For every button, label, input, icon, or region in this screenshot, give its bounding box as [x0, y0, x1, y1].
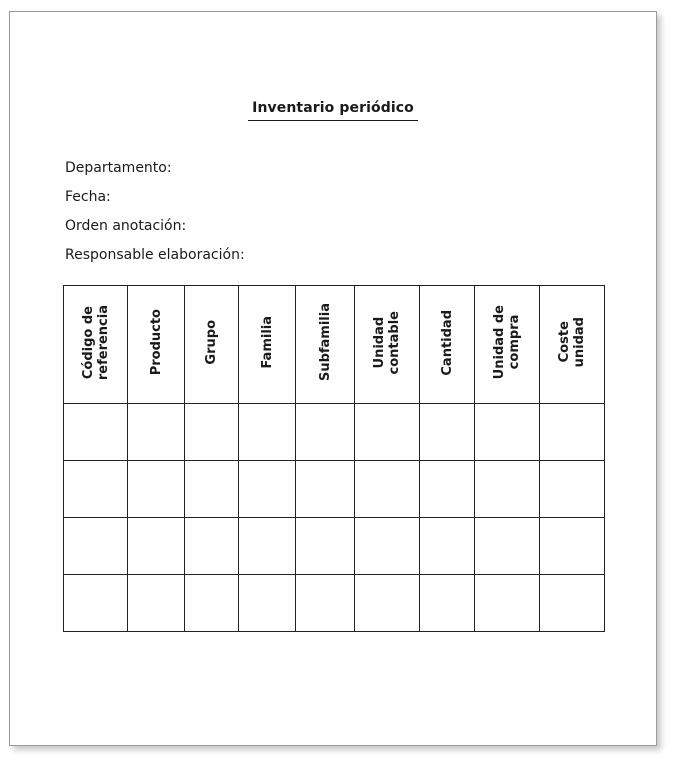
- header-label: Familia: [259, 316, 275, 369]
- table-cell: [239, 461, 296, 518]
- table-cell: [128, 518, 185, 575]
- form-fields: [65, 158, 245, 274]
- inventory-table: [63, 285, 605, 632]
- header-cantidad: [420, 286, 475, 404]
- table-cell: [296, 461, 355, 518]
- table-cell: [355, 461, 420, 518]
- table-cell: [420, 518, 475, 575]
- field-orden-anotacion: Orden anotación:: [65, 218, 187, 234]
- title-container: [10, 97, 656, 121]
- header-producto: [128, 286, 185, 404]
- table-cell: [296, 518, 355, 575]
- table-row: [64, 518, 605, 575]
- header-label: Cantidad: [439, 309, 455, 376]
- table-cell: [355, 518, 420, 575]
- table-row: [64, 461, 605, 518]
- header-familia: [239, 286, 296, 404]
- document-page: [9, 11, 657, 746]
- table-cell: [540, 518, 605, 575]
- field-fecha: Fecha:: [65, 189, 111, 205]
- table-row: [64, 404, 605, 461]
- table-cell: [64, 404, 128, 461]
- header-label: Producto: [148, 309, 164, 376]
- header-coste-unidad: [540, 286, 605, 404]
- table-cell: [185, 575, 239, 632]
- document-title: Inventario periódico: [248, 100, 418, 121]
- table-cell: [420, 461, 475, 518]
- table-cell: [540, 404, 605, 461]
- table-cell: [239, 575, 296, 632]
- header-label: Código de referencia: [80, 304, 111, 381]
- header-label: Unidad contable: [372, 310, 402, 375]
- header-label: Subfamilia: [317, 303, 333, 382]
- table-cell: [296, 404, 355, 461]
- header-subfamilia: [296, 286, 355, 404]
- table-cell: [128, 461, 185, 518]
- header-codigo-referencia: [64, 286, 128, 404]
- table-cell: [420, 404, 475, 461]
- header-unidad-contable: [355, 286, 420, 404]
- table-cell: [475, 461, 540, 518]
- table-cell: [540, 461, 605, 518]
- table-cell: [239, 404, 296, 461]
- header-label: Coste unidad: [557, 317, 587, 368]
- field-responsable-elaboracion: Responsable elaboración:: [65, 247, 245, 263]
- table-cell: [128, 404, 185, 461]
- header-unidad-compra: [475, 286, 540, 404]
- table-cell: [420, 575, 475, 632]
- table-cell: [185, 404, 239, 461]
- header-grupo: [185, 286, 239, 404]
- table-cell: [185, 518, 239, 575]
- table-cell: [355, 575, 420, 632]
- header-label: Unidad de compra: [492, 305, 522, 380]
- table-cell: [540, 575, 605, 632]
- table-cell: [296, 575, 355, 632]
- table-row: [64, 575, 605, 632]
- table-cell: [355, 404, 420, 461]
- header-label: Grupo: [204, 320, 219, 365]
- table-cell: [475, 404, 540, 461]
- table-cell: [128, 575, 185, 632]
- table-cell: [475, 575, 540, 632]
- table-cell: [64, 575, 128, 632]
- field-departamento: Departamento:: [65, 160, 172, 176]
- table-cell: [475, 518, 540, 575]
- table-cell: [185, 461, 239, 518]
- table-header-row: [64, 286, 605, 404]
- table-cell: [239, 518, 296, 575]
- table-cell: [64, 461, 128, 518]
- table-cell: [64, 518, 128, 575]
